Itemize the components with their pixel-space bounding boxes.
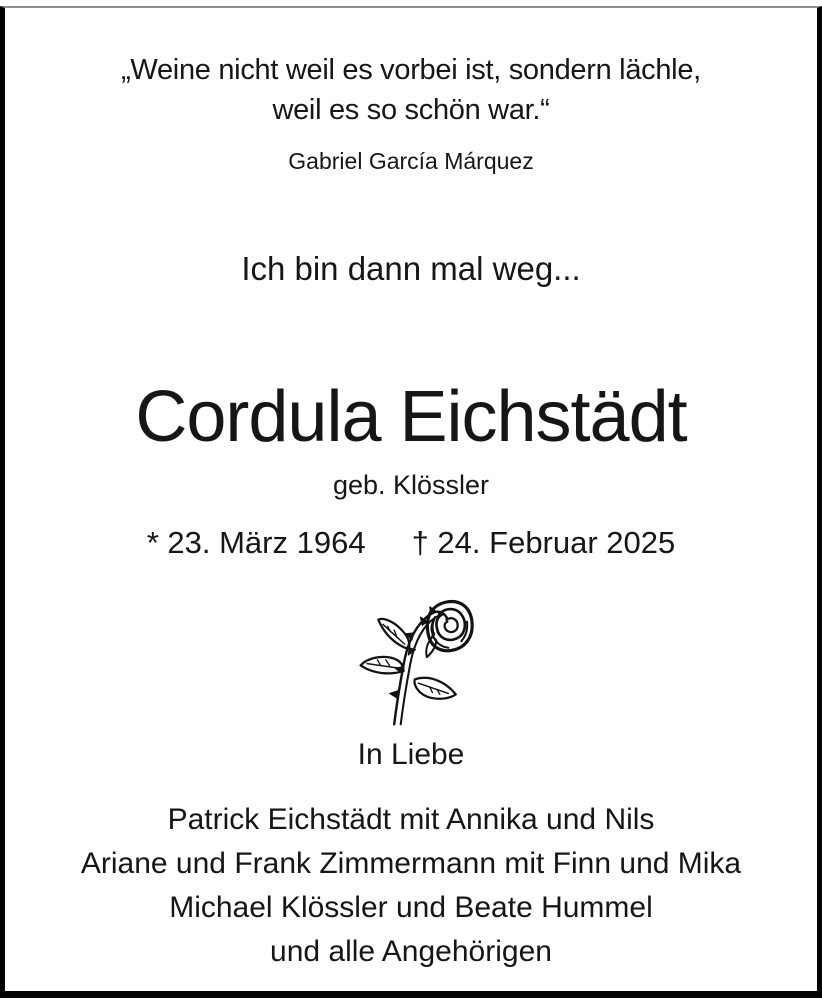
life-dates [5,524,817,562]
mourner-line: Michael Klössler und Beate Hummel [169,891,653,924]
motto: Ich bin dann mal weg... [241,250,581,287]
birth-date: * 23. März 1964 [146,525,366,560]
rose-illustration [5,588,817,730]
obituary-frame [0,6,822,998]
closing-phrase: In Liebe [357,738,465,771]
quote [5,50,817,130]
quote-line-1: „Weine nicht weil es vorbei ist, sondern lächle, [121,54,701,86]
mourner-line: Patrick Eichstädt mit Annika und Nils [167,803,655,836]
mourner-line: Ariane und Frank Zimmermann mit Finn und Mika [80,847,742,880]
quote-attribution: Gabriel García Márquez [288,148,534,174]
death-date: † 24. Februar 2025 [411,525,676,560]
mourners-list [5,798,817,974]
deceased-name: Cordula Eichstädt [135,377,687,457]
quote-line-2: weil es so schön war.“ [272,94,550,126]
mourner-line: und alle Angehörigen [270,935,552,968]
maiden-name: geb. Klössler [332,470,490,500]
rose-icon [341,588,481,728]
